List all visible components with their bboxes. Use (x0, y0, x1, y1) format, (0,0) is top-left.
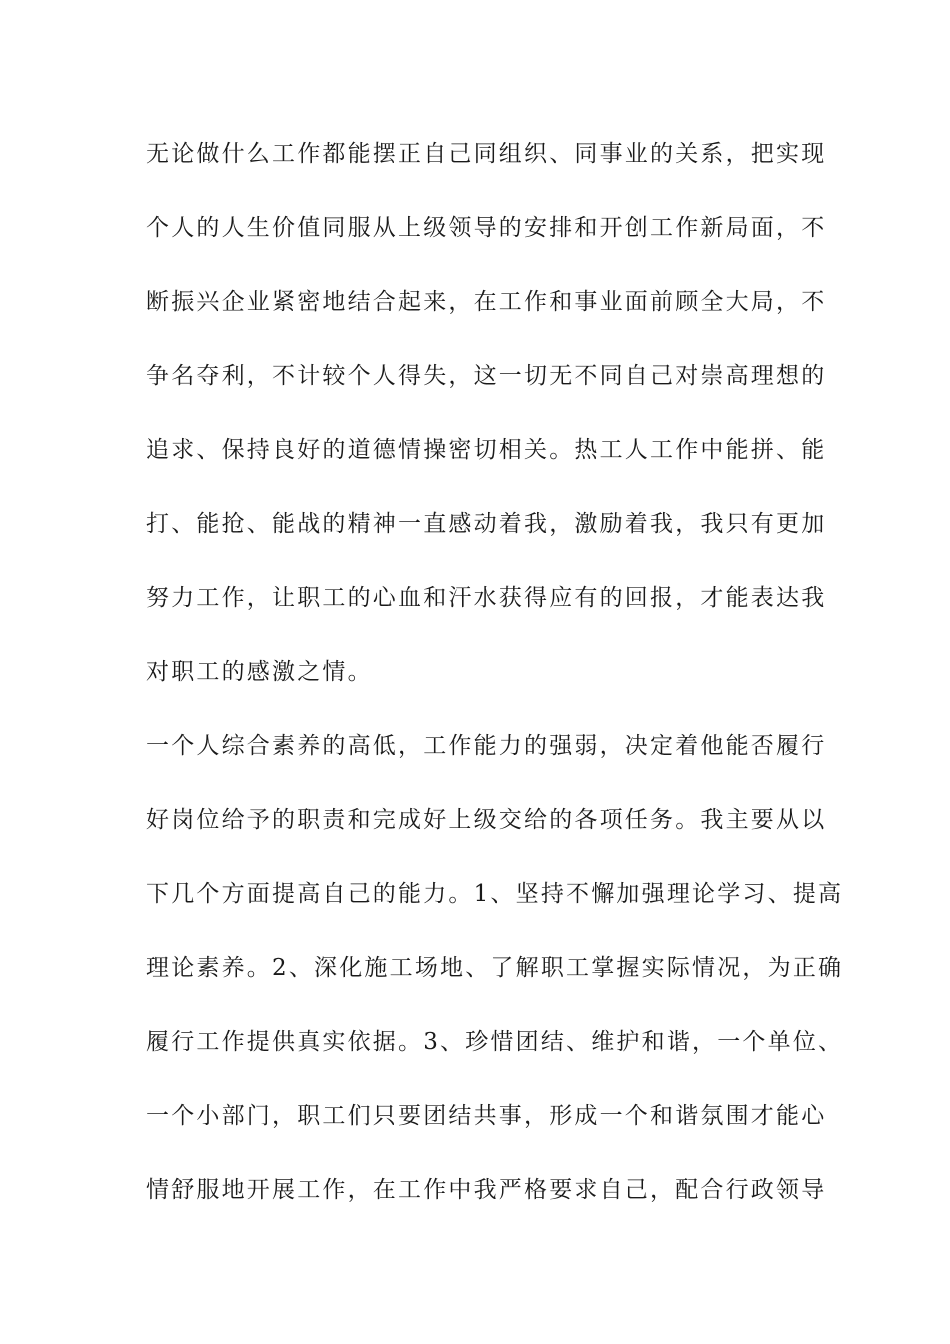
text-line: 努力工作，让职工的心血和汗水获得应有的回报，才能表达我 (146, 585, 827, 611)
text-line: 打、能抢、能战的精神一直感动着我，激励着我，我只有更加 (146, 511, 827, 537)
text-line: 争名夺利，不计较个人得失，这一切无不同自己对崇高理想的 (146, 363, 827, 389)
text-line: 下几个方面提高自己的能力。1、坚持不懈加强理论学习、提高 (146, 881, 844, 907)
text-line: 履行工作提供真实依据。3、珍惜团结、维护和谐，一个单位、 (146, 1029, 844, 1055)
text-line: 追求、保持良好的道德情操密切相关。热工人工作中能拼、能 (146, 437, 827, 463)
text-line: 一个小部门，职工们只要团结共事，形成一个和谐氛围才能心 (146, 1103, 827, 1129)
text-line: 无论做什么工作都能摆正自己同组织、同事业的关系，把实现 (146, 141, 827, 167)
text-line: 一个人综合素养的高低，工作能力的强弱，决定着他能否履行 (146, 733, 827, 759)
text-line: 对职工的感激之情。 (146, 659, 373, 685)
text-line: 个人的人生价值同服从上级领导的安排和开创工作新局面，不 (146, 215, 827, 241)
text-line: 情舒服地开展工作，在工作中我严格要求自己，配合行政领导 (146, 1177, 827, 1203)
text-line: 断振兴企业紧密地结合起来，在工作和事业面前顾全大局，不 (146, 289, 827, 315)
text-line: 理论素养。2、深化施工场地、了解职工掌握实际情况，为正确 (146, 955, 844, 981)
text-line: 好岗位给予的职责和完成好上级交给的各项任务。我主要从以 (146, 807, 827, 833)
